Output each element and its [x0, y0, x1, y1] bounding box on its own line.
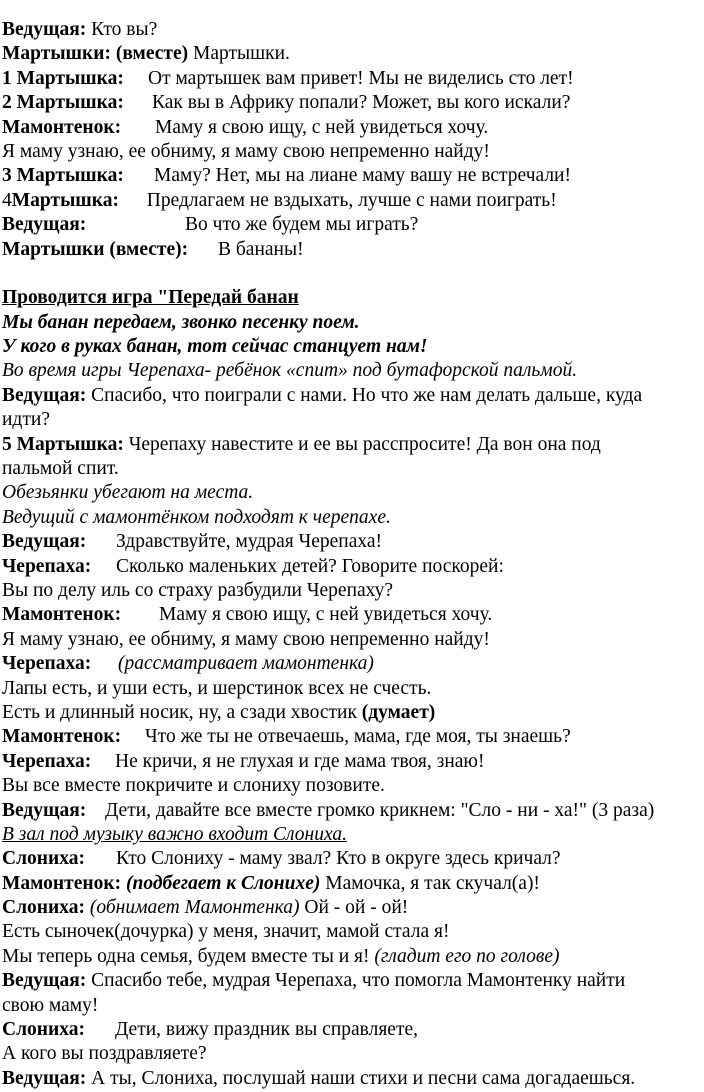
speaker: Черепаха: [2, 750, 92, 772]
text: Лапы есть, и уши есть, и шерстинок всех не счесть. [2, 677, 432, 699]
text: А ты, Слониха, послушай наши стихи и песни сама догадаешься. [86, 1067, 636, 1089]
line-3 [0, 67, 704, 91]
stage-direction: Во время игры Черепаха- ребёнок «спит» под бутафорской пальмой. [2, 360, 578, 382]
document-page [0, 18, 704, 1091]
stage-direction: Ведущий с мамонтёнком подходят к черепахе. [2, 506, 391, 528]
text: Маму я свою ищу, с ней увидеться хочу. [159, 604, 493, 626]
line-22 [0, 555, 704, 579]
line-2 [0, 42, 704, 66]
number: 4 [2, 189, 12, 211]
speaker: Слониха: [2, 897, 85, 919]
line-24 [0, 603, 704, 627]
speaker: Мамонтенок: [2, 604, 122, 626]
text: Здравствуйте, мудрая Черепаха! [116, 531, 383, 553]
text: Вы все вместе покричите и слониху позовите. [2, 775, 385, 797]
speaker: 2 Мартышка: [2, 92, 124, 114]
line-23 [0, 579, 704, 603]
line-27 [0, 677, 704, 701]
game-heading: Проводится игра "Передай банан [2, 287, 299, 309]
line-26 [0, 652, 704, 676]
text: Есть и длинный носик, ну, а сзади хвостик [2, 701, 362, 723]
speaker: Слониха: [2, 1019, 85, 1041]
text: Маму я свою ищу, с ней увидеться хочу. [155, 116, 489, 138]
text: идти? [2, 409, 50, 431]
line-6 [0, 140, 704, 164]
line-5 [0, 116, 704, 140]
line-37 [0, 920, 704, 944]
text: Я маму узнаю, ее обниму, я маму свою непременно найду! [2, 140, 490, 162]
speaker: Мартышки: (вместе) [2, 43, 189, 65]
text: Мамочка, я так скучал(а)! [320, 872, 540, 894]
line-16 [0, 408, 704, 432]
speaker: Ведущая: [2, 384, 87, 406]
stage-note: (гладит его по голове) [374, 945, 560, 967]
line-35 [0, 872, 704, 896]
text: Дети, давайте все вместе громко крикнем: "Сло - ни - ха!" (3 раза) [105, 799, 655, 821]
speaker: 1 Мартышка: [2, 67, 124, 89]
speaker: Мамонтенок: [2, 116, 122, 138]
text: В бананы! [218, 238, 304, 260]
text: Дети, вижу праздник вы справляете, [115, 1019, 419, 1041]
text: Спасибо тебе, мудрая Черепаха, что помогла Мамонтенку найти [86, 970, 626, 992]
line-34 [0, 847, 704, 871]
line-43 [0, 1067, 704, 1091]
text: Маму? Нет, мы на лиане маму вашу не встречали! [154, 165, 571, 187]
line-10 [0, 238, 704, 262]
stage-note: (подбегает к Слонихе) [126, 872, 321, 894]
text: Вы по делу иль со страху разбудили Черепаху? [2, 579, 394, 601]
line-29 [0, 725, 704, 749]
line-4 [0, 91, 704, 115]
line-32 [0, 799, 704, 823]
speaker: Ведущая: [2, 531, 87, 553]
stage-note: (обнимает Мамонтенка) [89, 897, 300, 919]
text: От мартышек вам привет! Мы не виделись сто лет! [148, 67, 574, 89]
line-9 [0, 213, 704, 237]
speaker: Мартышки (вместе): [2, 238, 189, 260]
line-15 [0, 384, 704, 408]
line-17 [0, 433, 704, 457]
text: Кто Слониху - маму звал? Кто в округе здесь кричал? [116, 848, 561, 870]
line-41 [0, 1018, 704, 1042]
text: Предлагаем не вздыхать, лучше с нами поиграть! [146, 189, 557, 211]
stage-direction: Обезьянки убегают на места. [2, 482, 254, 504]
text: Сколько маленьких детей? Говорите поскорей: [116, 555, 504, 577]
text: Черепаху навестите и ее вы расспросите! Да вон она под [123, 433, 601, 455]
line-30 [0, 750, 704, 774]
speaker: Ведущая: [2, 19, 87, 40]
speaker: Слониха: [2, 848, 85, 870]
line-39 [0, 969, 704, 993]
line-18 [0, 457, 704, 481]
text: Что же ты не отвечаешь, мама, где моя, ты знаешь? [145, 726, 571, 748]
speaker: Ведущая: [2, 799, 87, 821]
speaker: Ведущая: [2, 214, 87, 236]
text: Есть сыночек(дочурка) у меня, значит, мамой стала я! [2, 921, 450, 943]
text: Я маму узнаю, ее обниму, я маму свою непременно найду! [2, 628, 490, 650]
text: пальмой спит. [2, 458, 119, 480]
text: Мартышки. [188, 43, 290, 65]
line-28 [0, 701, 704, 725]
speaker: Черепаха: [2, 653, 92, 675]
line-38 [0, 945, 704, 969]
stage-note: (рассматривает мамонтенка) [118, 653, 374, 675]
speaker: Ведущая: [2, 1067, 87, 1089]
text: свою маму! [2, 994, 99, 1016]
text: Во что же будем мы играть? [185, 214, 419, 236]
line-36 [0, 896, 704, 920]
line-1 [0, 18, 704, 42]
text: Спасибо, что поиграли с нами. Но что же нам делать дальше, куда [86, 384, 643, 406]
line-25 [0, 628, 704, 652]
speaker: Мамонтенок: [2, 872, 122, 894]
text: Как вы в Африку попали? Может, вы кого искали? [152, 92, 571, 114]
line-31 [0, 774, 704, 798]
text: Мы теперь одна семья, будем вместе ты и я! [2, 945, 375, 967]
game-verse-2: У кого в руках банан, тот сейчас станцует нам! [2, 336, 428, 358]
speaker: Черепаха: [2, 555, 92, 577]
speaker: Мартышка: [11, 189, 119, 211]
stage-note: (думает) [361, 701, 436, 723]
blank-line [0, 262, 704, 286]
text: А кого вы поздравляете? [2, 1043, 207, 1065]
speaker: Мамонтенок: [2, 726, 122, 748]
line-42 [0, 1042, 704, 1066]
game-verse-1: Мы банан передаем, звонко песенку поем. [2, 311, 360, 333]
text: Не кричи, я не глухая и где мама твоя, знаю! [115, 750, 485, 772]
line-21 [0, 530, 704, 554]
speaker: 3 Мартышка: [2, 165, 124, 187]
speaker: 5 Мартышка: [2, 433, 124, 455]
stage-direction: В зал под музыку важно входит Слониха. [2, 823, 347, 845]
line-7 [0, 164, 704, 188]
line-8 [0, 189, 704, 213]
speaker: Ведущая: [2, 970, 87, 992]
text: Кто вы? [86, 19, 158, 40]
line-40 [0, 994, 704, 1018]
text: Ой - ой - ой! [299, 897, 409, 919]
